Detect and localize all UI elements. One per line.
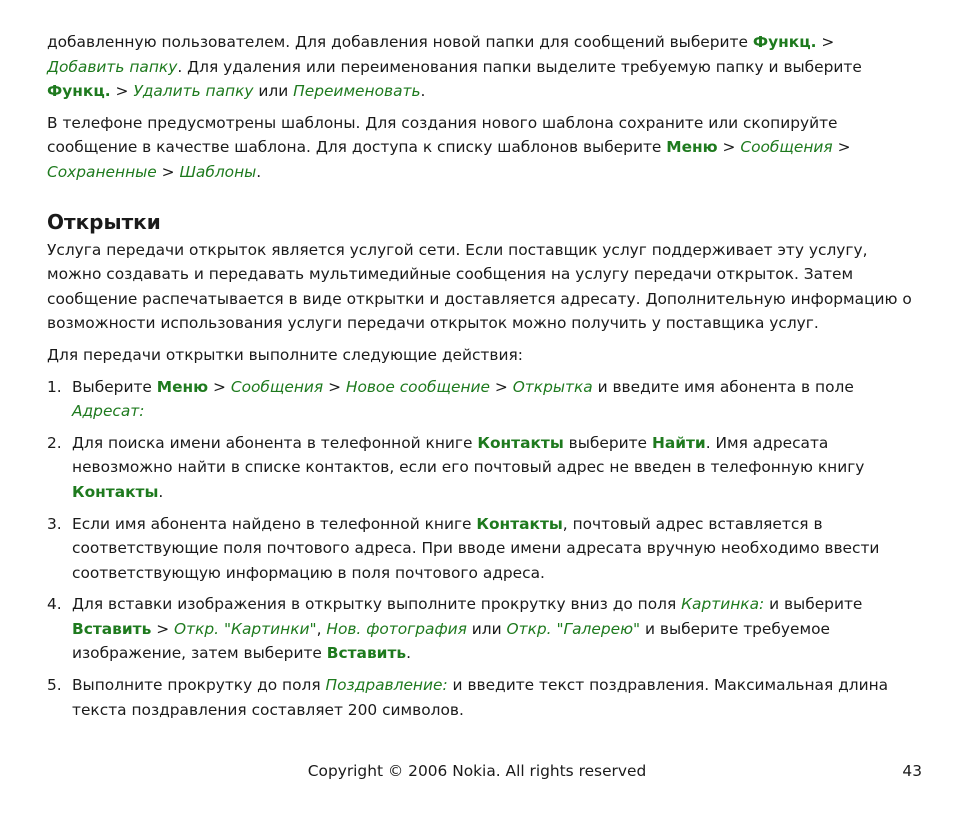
manual-page [47, 30, 913, 729]
menu-item-functions: Функц. [47, 82, 111, 101]
paragraph-templates [47, 111, 913, 185]
menu-item-contacts: Контакты [72, 482, 159, 501]
copyright-notice: Copyright © 2006 Nokia. All rights reserved [307, 762, 647, 780]
step-item [47, 512, 913, 586]
step-number: 4. [47, 595, 62, 614]
text: , почтовый адрес вставляется в соответствующие поля почтового адреса. При вводе имени адресата вручную необходимо ввести соответствующую информацию в поля почтового адреса. [72, 514, 880, 582]
menu-item-templates: Шаблоны [179, 162, 257, 181]
field-picture: Картинка: [681, 595, 765, 614]
menu-item-insert: Вставить [326, 644, 407, 663]
text: Для вставки изображения в открытку выполните прокрутку вниз до поля [72, 595, 682, 614]
text: или [253, 82, 294, 101]
text: и введите имя абонента в поле [592, 377, 854, 396]
text: выберите [563, 433, 652, 452]
text: . Для удаления или переименования папки выделите требуемую папку и выберите [177, 57, 862, 76]
text: Если имя абонента найдено в телефонной книге [72, 514, 477, 533]
steps-list [47, 375, 913, 723]
menu-item-insert: Вставить [72, 619, 152, 638]
step-item [47, 431, 913, 505]
menu-item-open-gallery: Откр. "Галерею" [506, 619, 641, 638]
text: . Имя адресата невозможно найти в списке контактов, если его почтовый адрес не введен в телефонную книгу [72, 433, 865, 477]
menu-item-delete-folder: Удалить папку [133, 82, 254, 101]
text: > [151, 619, 175, 638]
text: > [717, 138, 741, 157]
text: Для поиска имени абонента в телефонной книге [72, 433, 478, 452]
field-greeting: Поздравление: [325, 676, 448, 695]
step-number: 1. [47, 377, 62, 396]
paragraph-service-description: Услуга передачи открыток является услугой сети. Если поставщик услуг поддерживает эту услугу, можно создавать и передавать мультимедийные сообщения на услугу передачи открыток. Затем сообщение распечатывается в виде открытки и доставляется адресату. Дополнительную информацию о возможности использования услуги передачи открыток можно получить у поставщика услуг. [47, 240, 912, 333]
text: > [832, 138, 851, 157]
text: Выберите [72, 377, 157, 396]
section-heading: Открытки [47, 209, 161, 234]
text: В телефоне предусмотрены шаблоны. Для создания нового шаблона сохраните или скопируйте сообщение в качестве шаблона. Для доступа к списку шаблонов выберите [47, 113, 838, 157]
menu-item-new-message: Новое сообщение [345, 377, 490, 396]
paragraph-steps-intro: Для передачи открытки выполните следующие действия: [47, 345, 523, 364]
menu-item-open-pictures: Откр. "Картинки" [174, 619, 317, 638]
text: и введите текст поздравления. Максимальная длина текста поздравления составляет 200 символов. [72, 676, 889, 719]
step-item [47, 375, 913, 424]
paragraph-folders [47, 30, 913, 104]
menu-item-postcard: Открытка [512, 377, 593, 396]
step-number: 3. [47, 514, 62, 533]
menu-item-new-photo: Нов. фотография [326, 619, 467, 638]
menu-item-contacts: Контакты [476, 514, 563, 533]
text: и выберите требуемое изображение, затем выберите [72, 619, 830, 663]
text: и выберите [764, 595, 863, 614]
text: добавленную пользователем. Для добавления новой папки для сообщений выберите [47, 33, 753, 51]
menu-item-rename: Переименовать [293, 82, 421, 101]
text: Выполните прокрутку до поля [72, 676, 326, 695]
step-item [47, 673, 913, 722]
text: > [156, 162, 180, 181]
menu-item-find: Найти [651, 433, 706, 452]
menu-item-contacts: Контакты [477, 433, 564, 452]
menu-item-add-folder: Добавить папку [47, 57, 178, 76]
text: > [208, 377, 231, 396]
field-recipient: Адресат: [72, 402, 145, 421]
text: . [256, 162, 262, 181]
text: , [316, 619, 327, 638]
menu-item-menu: Меню [156, 377, 209, 396]
text: . [406, 644, 412, 663]
menu-item-messages: Сообщения [230, 377, 324, 396]
text: . [158, 482, 164, 501]
page-number: 43 [902, 762, 922, 780]
text: > [323, 377, 346, 396]
text: > [490, 377, 513, 396]
step-number: 2. [47, 433, 62, 452]
menu-item-messages: Сообщения [740, 138, 833, 157]
menu-item-saved: Сохраненные [47, 162, 157, 181]
text: > [816, 33, 835, 51]
menu-item-menu: Меню [666, 138, 718, 157]
step-item [47, 592, 913, 666]
step-number: 5. [47, 676, 62, 695]
text: . [420, 82, 426, 101]
text: > [110, 82, 134, 101]
menu-item-functions: Функц. [752, 33, 817, 51]
text: или [466, 619, 507, 638]
